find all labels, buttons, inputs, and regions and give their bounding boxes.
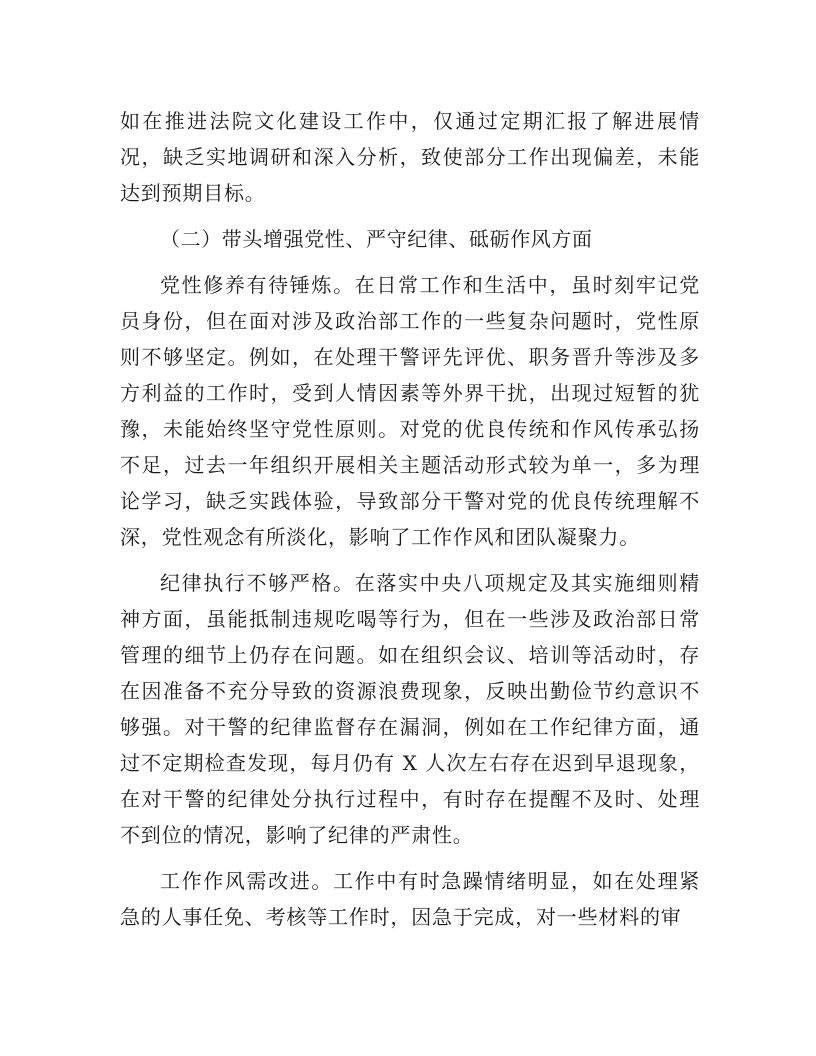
document-body — [120, 103, 700, 935]
paragraph-work-style: 工作作风需改进。工作中有时急躁情绪明显，如在处理紧急的人事任免、考核等工作时，因急于完成，对一些材料的审 — [120, 869, 700, 929]
paragraph-party-spirit: 党性修养有待锤炼。在日常工作和生活中，虽时刻牢记党员身份，但在面对涉及政治部工作的一些复杂问题时，党性原则不够坚定。例如，在处理干警评先评优、职务晋升等涉及多方利益的工作时，受到人情因素等外界干扰，出现过短暂的犹豫，未能始终坚守党性原则。对党的优良传统和作风传承弘扬不足，过去一年组织开展相关主题活动形式较为单一，多为理论学习，缺乏实践体验，导致部分干警对党的优良传统理解不深，党性观念有所淡化，影响了工作作风和团队凝聚力。 — [120, 273, 700, 549]
paragraph-discipline: 纪律执行不够严格。在落实中央八项规定及其实施细则精神方面，虽能抵制违规吃喝等行为，但在一些涉及政治部日常管理的细节上仍存在问题。如在组织会议、培训等活动时，存在因准备不充分导致的资源浪费现象，反映出勤俭节约意识不够强。对干警的纪律监督存在漏洞，例如在工作纪律方面，通过不定期检查发现，每月仍有 X 人次左右存在迟到早退现象，在对干警的纪律处分执行过程中，有时存在提醒不及时、处理不到位的情况，影响了纪律的严肃性。 — [120, 571, 700, 847]
section-heading: （二）带头增强党性、严守纪律、砥砺作风方面 — [160, 227, 593, 251]
paragraph-continuation: 如在推进法院文化建设工作中，仅通过定期汇报了解进展情况，缺乏实地调研和深入分析，致使部分工作出现偏差，未能达到预期目标。 — [120, 109, 700, 205]
